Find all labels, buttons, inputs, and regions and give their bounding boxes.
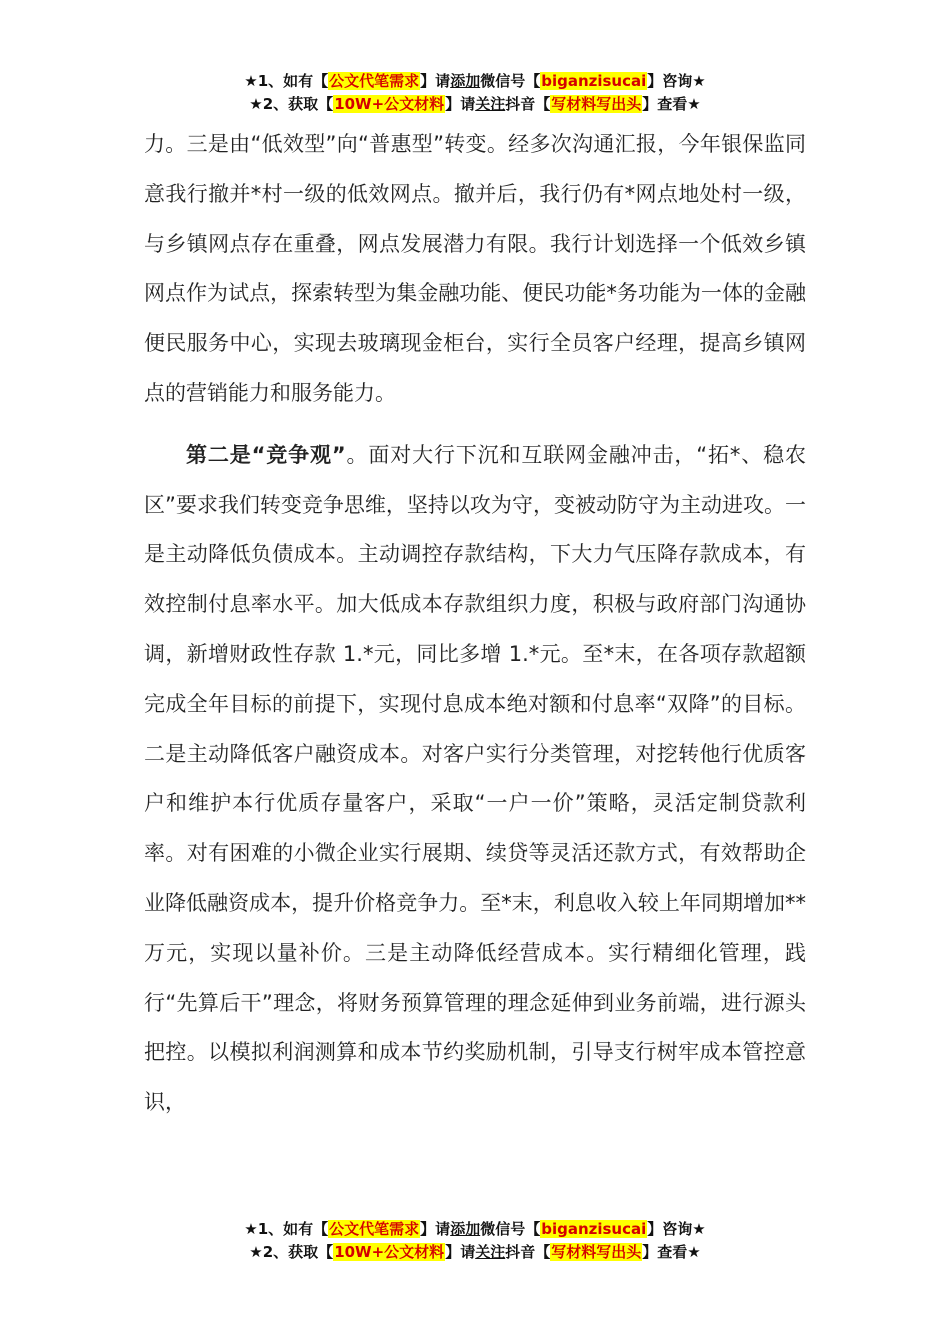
- paragraph-2-heading: 第二是“竞争观”: [186, 442, 346, 467]
- banner-wechat-id: biganzisucai: [541, 72, 647, 90]
- banner-douyin-account: 写材料写出头: [551, 1243, 642, 1261]
- paragraph-2: [144, 431, 806, 1128]
- banner-line-1: [0, 1218, 950, 1241]
- banner-wechat-id: biganzisucai: [541, 1220, 647, 1238]
- banner-text: ★2、获取【: [249, 95, 334, 113]
- banner-text: 微信号【: [480, 1220, 541, 1238]
- banner-text: 】查看★: [642, 1243, 701, 1261]
- banner-text: 】请: [445, 1243, 476, 1261]
- banner-underline: 关注: [475, 95, 506, 113]
- banner-highlight: 公文代笔需求: [329, 1220, 420, 1238]
- banner-text: ★2、获取【: [249, 1243, 334, 1261]
- banner-highlight: 10W+公文材料: [334, 95, 445, 113]
- banner-douyin-account: 写材料写出头: [551, 95, 642, 113]
- banner-text: ★1、如有【: [244, 72, 329, 90]
- paragraph-2-body: 。面对大行下沉和互联网金融冲击，“拓*、稳农区”要求我们转变竞争思维，坚持以攻为守，变被动防守为主动进攻。一是主动降低负债成本。主动调控存款结构，下大力气压降存款成本，有效控制付息率水平。加大低成本存款组织力度，积极与政府部门沟通协调，新增财政性存款 1.*元，同比多增 1.*元。至*末，在各项存款超额完成全年目标的前提下，实现付息成本绝对额和付息率“双降”的目标。二是主动降低客户融资成本。对客户实行分类管理，对挖转他行优质客户和维护本行优质存量客户，采取“一户一价”策略，灵活定制贷款利率。对有困难的小微企业实行展期、续贷等灵活还款方式，有效帮助企业降低融资成本，提升价格竞争力。至*末，利息收入较上年同期增加**万元，实现以量补价。三是主动降低经营成本。实行精细化管理，践行“先算后干”理念，将财务预算管理的理念延伸到业务前端，进行源头把控。以模拟利润测算和成本节约奖励机制，引导支行树牢成本管控意识，: [144, 442, 806, 1115]
- header-banner: [0, 70, 950, 116]
- banner-text: 】请: [420, 1220, 451, 1238]
- banner-underline: 添加: [450, 72, 481, 90]
- banner-highlight: 公文代笔需求: [329, 72, 420, 90]
- banner-text: 】请: [420, 72, 451, 90]
- paragraph-1: 力。三是由“低效型”向“普惠型”转变。经多次沟通汇报，今年银保监同意我行撤并*村一级的低效网点。撤并后，我行仍有*网点地处村一级，与乡镇网点存在重叠，网点发展潜力有限。我行计划选择一个低效乡镇网点作为试点，探索转型为集金融功能、便民功能*务功能为一体的金融便民服务中心，实现去玻璃现金柜台，实行全员客户经理，提高乡镇网点的营销能力和服务能力。: [144, 132, 806, 405]
- banner-text: 微信号【: [480, 72, 541, 90]
- banner-underline: 关注: [475, 1243, 506, 1261]
- footer-banner: [0, 1218, 950, 1264]
- banner-line-2: [0, 93, 950, 116]
- banner-line-2: [0, 1241, 950, 1264]
- banner-line-1: [0, 70, 950, 93]
- banner-text: 】查看★: [642, 95, 701, 113]
- document-body: [144, 120, 806, 1128]
- banner-highlight: 10W+公文材料: [334, 1243, 445, 1261]
- banner-text: ★1、如有【: [244, 1220, 329, 1238]
- banner-text: 抖音【: [505, 1243, 551, 1261]
- banner-text: 】请: [445, 95, 476, 113]
- banner-text: 】咨询★: [647, 1220, 706, 1238]
- banner-text: 抖音【: [505, 95, 551, 113]
- banner-text: 】咨询★: [647, 72, 706, 90]
- banner-underline: 添加: [450, 1220, 481, 1238]
